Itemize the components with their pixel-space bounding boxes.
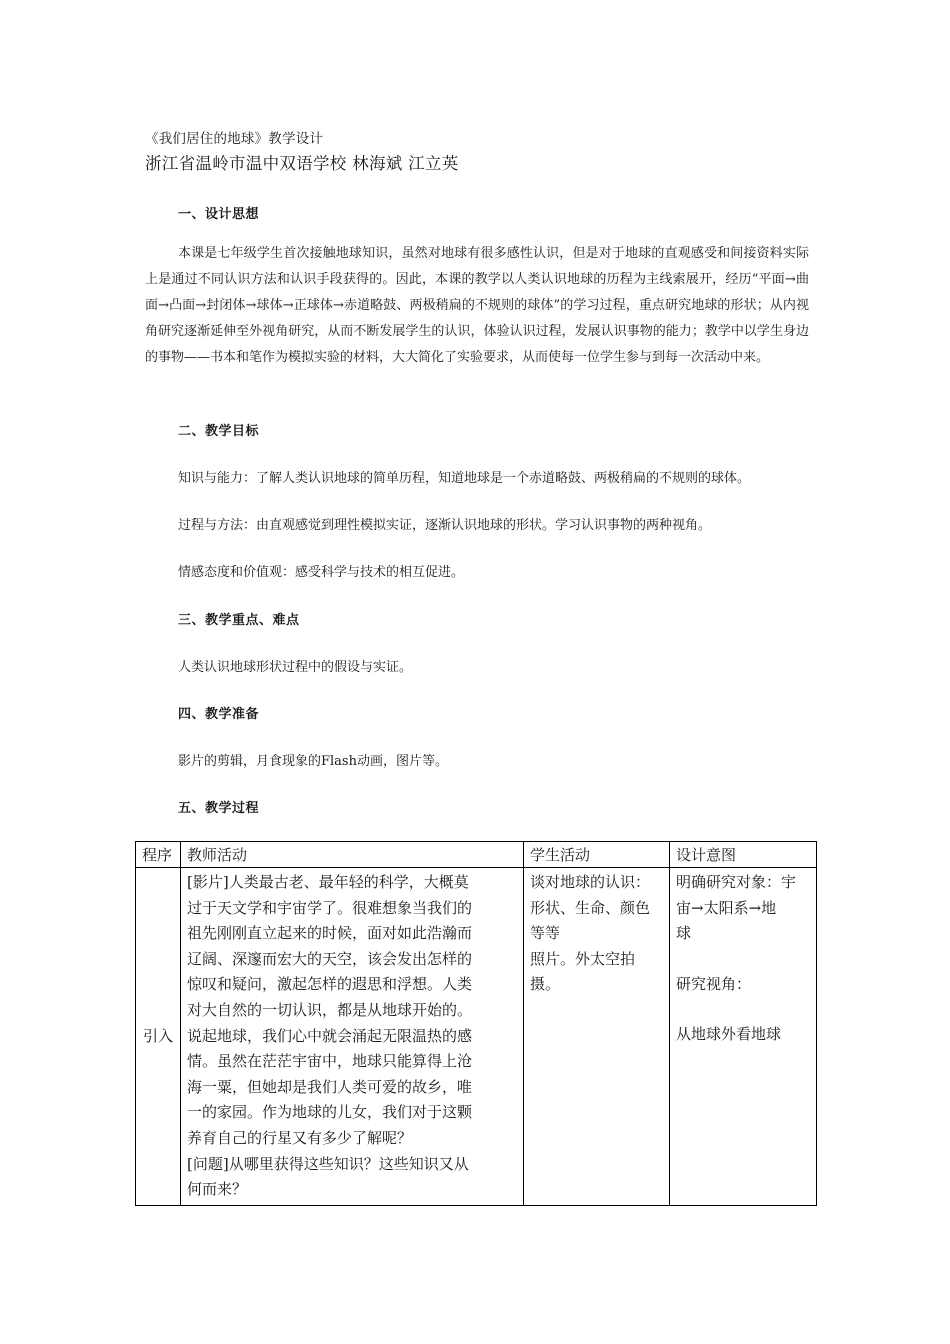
teacher-line: 何而来？ [187, 1180, 248, 1199]
intent-line: 从地球外看地球 [676, 1025, 782, 1044]
design-paragraph: 本课是七年级学生首次接触地球知识，虽然对地球有很多感性认识，但是对于地球的直观感受和间接资料实际上是通过不同认识方法和认识手段获得的。因此，本课的教学以人类认识地球的历程为主线索展开，经历“平面→曲面→凸面→封闭体→球体→正球体→赤道略鼓、两极稍扁的不规则的球体”的学习过程，重点研究地球的形状；从内视角研究逐渐延伸至外视角研究，从而不断发展学生的认识，体验认识过程，发展认识事物的能力；教学中以学生身边的事物——书本和笔作为模拟实验的材料，大大简化了实验要求，从而使每一位学生参与到每一次活动中来。 [145, 246, 809, 365]
intent-line: 研究视角： [676, 974, 752, 993]
spacer [676, 997, 810, 1022]
goal-knowledge: 知识与能力：了解人类认识地球的简单历程，知道地球是一个赤道略鼓、两极稍扁的不规则的球体。 [178, 471, 751, 486]
spacer [676, 947, 810, 972]
header-teacher: 教师活动 [181, 842, 524, 868]
intent-line: 宙→太阳系→地 [676, 898, 777, 917]
teacher-line: 辽阔、深邃而宏大的天空，该会发出怎样的 [187, 949, 473, 968]
document-title: 《我们居住的地球》教学设计 [145, 131, 324, 147]
section-heading-goals: 二、教学目标 [178, 424, 260, 439]
process-table [135, 841, 817, 1206]
section-heading-design: 一、设计思想 [178, 207, 260, 222]
goal-process: 过程与方法：由直观感觉到理性模拟实证，逐渐认识地球的形状。学习认识事物的两种视角。 [178, 518, 712, 533]
teacher-activity-cell [181, 868, 524, 1206]
student-line: 照片。外太空拍 [530, 949, 636, 968]
student-activity-cell [524, 868, 670, 1206]
section-heading-process: 五、教学过程 [178, 801, 260, 816]
table-row [136, 868, 817, 1206]
student-line: 谈对地球的认识： [530, 873, 651, 891]
intent-line: 明确研究对象：宇 [676, 873, 797, 891]
header-stage: 程序 [136, 842, 181, 868]
student-line: 形状、生命、颜色 [530, 898, 651, 917]
section-heading-prep: 四、教学准备 [178, 707, 260, 722]
teacher-line: 说起地球，我们心中就会涌起无限温热的感 [187, 1026, 473, 1045]
prep-text: 影片的剪辑，月食现象的Flash动画，图片等。 [178, 754, 448, 769]
stage-cell: 引入 [136, 868, 181, 1206]
teacher-line: 情。虽然在茫茫宇宙中，地球只能算得上沧 [187, 1052, 473, 1071]
teacher-line: 一的家园。作为地球的儿女，我们对于这颗 [187, 1103, 473, 1122]
teacher-line: 惊叹和疑问，激起怎样的遐思和浮想。人类 [187, 975, 473, 994]
goal-attitude: 情感态度和价值观：感受科学与技术的相互促进。 [178, 565, 465, 580]
intent-line: 球 [676, 924, 692, 943]
header-student: 学生活动 [524, 842, 670, 868]
teacher-line: 对大自然的一切认识，都是从地球开始的。 [187, 1000, 473, 1019]
teacher-line: 祖先刚刚直立起来的时候，面对如此浩瀚而 [187, 924, 473, 943]
teacher-line: 海一粟，但她却是我们人类可爱的故乡，唯 [187, 1077, 473, 1096]
design-intent-cell [670, 868, 817, 1206]
teacher-line: [问题]从哪里获得这些知识？这些知识又从 [187, 1154, 469, 1173]
author-line: 浙江省温岭市温中双语学校 林海斌 江立英 [145, 154, 459, 173]
focus-text: 人类认识地球形状过程中的假设与实证。 [178, 660, 413, 675]
student-line: 摄。 [530, 975, 561, 994]
header-intent: 设计意图 [670, 842, 817, 868]
teacher-line: 养育自己的行星又有多少了解呢？ [187, 1128, 413, 1147]
table-header-row [136, 842, 817, 868]
section-heading-focus: 三、教学重点、难点 [178, 613, 300, 628]
teacher-line: 过于天文学和宇宙学了。很难想象当我们的 [187, 898, 473, 917]
teacher-line: [影片]人类最古老、最年轻的科学，大概莫 [187, 873, 469, 891]
student-line: 等等 [530, 924, 561, 943]
